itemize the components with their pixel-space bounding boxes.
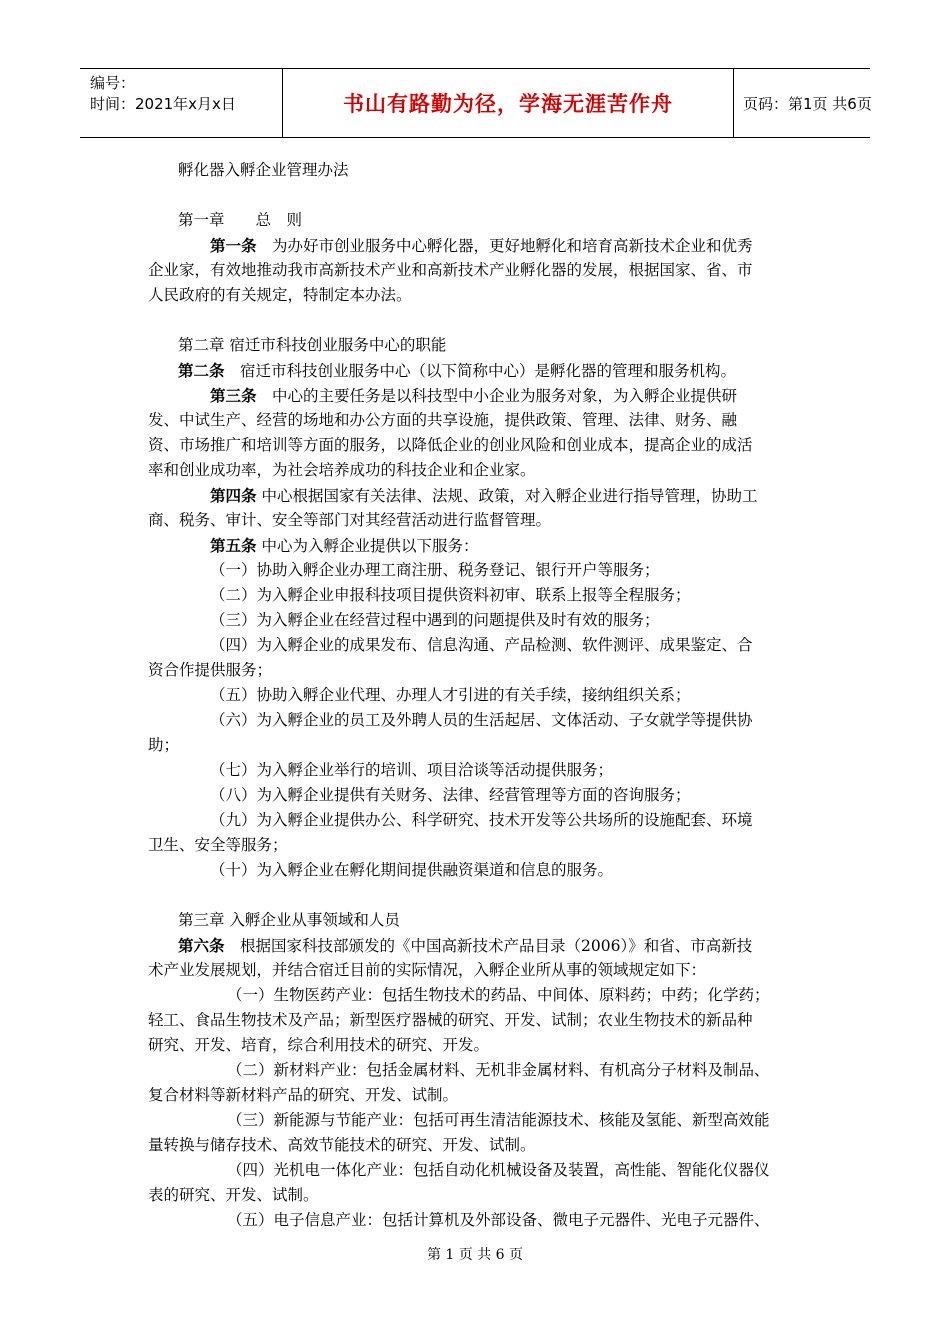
list-item-continuation: 研究、开发、培育，综合利用技术的研究、开发。	[148, 1036, 490, 1054]
header-motto: 书山有路勤为径，学海无涯苦作舟	[343, 92, 673, 116]
list-item: （六）为入孵企业的员工及外聘人员的生活起居、文体活动、子女就学等提供协	[210, 711, 753, 729]
list-item-continuation: 轻工、食品生物技术及产品；新型医疗器械的研究、开发、试制；农业生物技术的新品种	[148, 1011, 753, 1029]
article-label: 第四条	[210, 486, 257, 505]
header-motto-cell	[282, 69, 734, 137]
article-label: 第五条	[210, 536, 257, 555]
document-date: 时间：2021年x月x日	[90, 95, 236, 113]
chapter-heading: 第一章 总 则	[178, 211, 303, 229]
list-item: （八）为入孵企业提供有关财务、法律、经营管理等方面的咨询服务；	[210, 786, 691, 804]
header-page-number: 页码：第1页 共6页	[743, 94, 872, 113]
article-label: 第六条	[178, 936, 225, 955]
chapter-heading: 第二章 宿迁市科技创业服务中心的职能	[178, 336, 447, 354]
list-item-continuation: 表的研究、开发、试制。	[148, 1186, 319, 1204]
header-meta	[80, 69, 282, 137]
paragraph-line: 商、税务、审计、安全等部门对其经营活动进行监督管理。	[148, 511, 552, 529]
list-item: （四）光机电一体化产业：包括自动化机械设备及装置，高性能、智能化仪器仪	[227, 1161, 770, 1179]
article-label: 第一条	[210, 236, 257, 255]
page-header	[80, 68, 870, 138]
paragraph-line: 第一条 为办好市创业服务中心孵化器，更好地孵化和培育高新技术企业和优秀	[210, 236, 753, 255]
document-title: 孵化器入孵企业管理办法	[178, 161, 349, 179]
list-item-continuation: 量转换与储存技术、高效节能技术的研究、开发、试制。	[148, 1136, 536, 1154]
paragraph-line: 率和创业成功率，为社会培养成功的科技企业和企业家。	[148, 461, 536, 479]
paragraph-line: 第四条 中心根据国家有关法律、法规、政策，对入孵企业进行指导管理，协助工	[210, 486, 758, 505]
chapter-heading: 第三章 入孵企业从事领域和人员	[178, 911, 400, 929]
list-item: （七）为入孵企业举行的培训、项目洽谈等活动提供服务；	[210, 761, 614, 779]
article-label: 第二条	[178, 361, 225, 380]
paragraph-line: 第五条 中心为入孵企业提供以下服务：	[210, 536, 479, 555]
list-item: （三）新能源与节能产业：包括可再生清洁能源技术、核能及氢能、新型高效能	[227, 1111, 770, 1129]
list-item: （十）为入孵企业在孵化期间提供融资渠道和信息的服务。	[210, 861, 614, 879]
paragraph-line: 第二条 宿迁市科技创业服务中心（以下简称中心）是孵化器的管理和服务机构。	[178, 361, 737, 380]
list-item: （一）生物医药产业：包括生物技术的药品、中间体、原料药；中药；化学药；	[227, 986, 770, 1004]
list-item: （九）为入孵企业提供办公、科学研究、技术开发等公共场所的设施配套、环境	[210, 811, 753, 829]
list-item: （二）新材料产业：包括金属材料、无机非金属材料、有机高分子材料及制品、	[227, 1061, 770, 1079]
list-item: （二）为入孵企业申报科技项目提供资料初审、联系上报等全程服务；	[210, 586, 691, 604]
list-item-continuation: 资合作提供服务；	[148, 661, 273, 679]
list-item-continuation: 卫生、安全等服务；	[148, 836, 288, 854]
paragraph-line: 人民政府的有关规定，特制定本办法。	[148, 286, 412, 304]
list-item-continuation: 复合材料等新材料产品的研究、开发、试制。	[148, 1086, 459, 1104]
document-body	[148, 158, 800, 1233]
list-item: （三）为入孵企业在经营过程中遇到的问题提供及时有效的服务；	[210, 611, 660, 629]
paragraph-line: 术产业发展规划，并结合宿迁目前的实际情况，入孵企业所从事的领域规定如下：	[148, 961, 707, 979]
list-item-continuation: 助；	[148, 736, 180, 754]
paragraph-line: 第六条 根据国家科技部颁发的《中国高新技术产品目录（2006）》和省、市高新技	[178, 936, 753, 955]
paragraph-line: 第三条 中心的主要任务是以科技型中小企业为服务对象，为入孵企业提供研	[210, 386, 738, 405]
list-item: （五）电子信息产业：包括计算机及外部设备、微电子元器件、光电子元器件、	[227, 1211, 770, 1229]
list-item: （一）协助入孵企业办理工商注册、税务登记、银行开户等服务；	[210, 561, 660, 579]
paragraph-line: 企业家，有效地推动我市高新技术产业和高新技术产业孵化器的发展，根据国家、省、市	[148, 261, 753, 279]
paragraph-line: 发、中试生产、经营的场地和办公方面的共享设施，提供政策、管理、法律、财务、融	[148, 411, 738, 429]
list-item: （四）为入孵企业的成果发布、信息沟通、产品检测、软件测评、成果鉴定、合	[210, 636, 753, 654]
page-footer: 第 1 页 共 6 页	[426, 1247, 524, 1263]
list-item: （五）协助入孵企业代理、办理人才引进的有关手续，接纳组织关系；	[210, 686, 691, 704]
paragraph-line: 资、市场推广和培训等方面的服务，以降低企业的创业风险和创业成本，提高企业的成活	[148, 436, 753, 454]
article-label: 第三条	[210, 386, 257, 405]
document-number: 编号：	[90, 74, 136, 92]
